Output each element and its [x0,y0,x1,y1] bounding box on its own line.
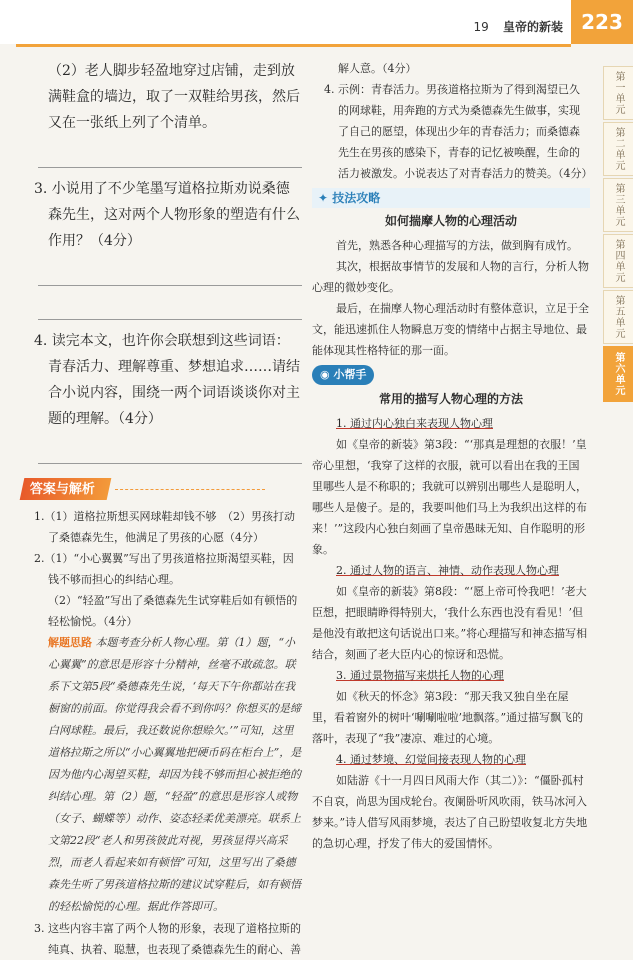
right-column [312,58,593,854]
answer-2-part-2: （2）“轻盈”写出了桑德森先生试穿鞋后如有顿悟的轻松愉悦。（4分） [48,594,298,628]
method-4-title: 4. 通过梦境、幻觉间接表现人物的心理 [336,753,526,766]
method-2-title: 2. 通过人物的语言、神情、动作表现人物心理 [336,564,559,577]
left-column [22,58,302,960]
answer-4: 4. 示例：青春活力。男孩道格拉斯为了得到渴望已久的网球鞋，用奔跑的方式为桑德森先生做事，实现了自己的愿望，体现出少年的青春活力；而桑德森先生在男孩的感染下，青春的记忆被唤醒，生命的活力被激发。小说表达了对青春活力的赞美。（4分） [324,83,593,180]
answer-section-heading [22,472,302,506]
method-2-text: 如《皇帝的新装》第8段：“‘愿上帝可怜我吧！’老大臣想，把眼睛睁得特别大，‘我什么东西也没有看见！’但是他没有敢把这句话说出口来。”将心理描写和神态描写相结合，刻画了老大臣内心的惊讶和恐慌。 [312,585,588,661]
answer-line[interactable] [38,294,302,320]
answer-3: 3. 这些内容丰富了两个人物的形象，表现了道格拉斯的纯真、执着、聪慧，也表现了桑德森先生的耐心、善 [34,922,301,956]
answer-line[interactable] [38,142,302,168]
tip-label: 解题思路 [48,636,92,649]
unit-tab-3[interactable]: 第三单元 [603,178,633,232]
chapter-number: 19 [473,20,489,34]
tip-text: 本题考查分析人物心理。第（1）题，“小心翼翼”的意思是形容十分精神，丝毫不敢疏忽。联系下文第5段“桑德森先生说，‘每天下午你都站在我橱窗的前面。你觉得我会看不到你吗？你想买的是缔白网球鞋。最后，我还数说你想赊欠。’”可知，这里道格拉斯之所以“小心翼翼地把硬币码在柜台上”，是因为他内心渴望买鞋，却因为钱不够而担心被拒绝的纠结心理。第（2）题，“轻盈”的意思是形容人或物（女子、蝴蝶等）动作、姿态轻柔优美漂亮。联系上文第22段“老人和男孩彼此对视，男孩显得兴高采烈，而老人看起来如有顿悟”可知，这里写出了桑德森先生听了男孩道格拉斯的建议试穿鞋后，如有顿悟的轻松愉悦的心理。据此作答即可。 [48,636,302,913]
header-divider [16,44,571,47]
unit-tab-6[interactable]: 第六单元 [603,346,633,402]
answer-3-continued: 解人意。（4分） [338,62,417,75]
answer-2-part-1: 2.（1）“小心翼翼”写出了男孩道格拉斯渴望买鞋，因钱不够而担心的纠结心理。 [34,552,294,586]
helper-badge: ◉ 小帮手 [312,365,374,385]
unit-tabs [603,66,633,404]
answer-line[interactable] [38,260,302,286]
skill-subtitle: 如何揣摩人物的心理活动 [384,214,517,228]
banner-rule [115,489,265,490]
solution-tip [22,632,302,918]
answer-1: 1.（1）道格拉斯想买网球鞋却钱不够 （2）男孩打动了桑德森先生，他满足了男孩的心愿（4分） [34,510,295,544]
unit-tab-2[interactable]: 第二单元 [603,122,633,176]
page-header [0,0,633,44]
skill-paragraph-2: 其次，根据故事情节的发展和人物的言行，分析人物心理的微妙变化。 [312,260,589,294]
question-3: 3. 小说用了不少笔墨写道格拉斯劝说桑德森先生，这对两个人物形象的塑造有什么作用？（4分） [34,181,300,249]
skill-section-title: ✦ 技法攻略 [312,188,590,208]
skill-paragraph-1: 首先，熟悉各种心理描写的方法，做到胸有成竹。 [336,239,578,252]
unit-tab-1[interactable]: 第一单元 [603,66,633,120]
chapter-title: 皇帝的新装 [502,20,563,34]
skill-paragraph-3: 最后，在揣摩人物心理活动时有整体意识，立足于全文，能迅速抓住人物瞬息万变的情绪中占据主导地位、最能体现其性格特征的那一面。 [312,302,589,357]
answer-line[interactable] [38,438,302,464]
method-1-title: 1. 通过内心独白来表现人物心理 [336,417,493,430]
method-3-text: 如《秋天的怀念》第3段：“那天我又独自坐在屋里，看着窗外的树叶‘唰唰啦啦’地飘落。”通过描写飘飞的落叶，表现了“我”凄凉、难过的心境。 [312,690,584,745]
chapter-heading [474,18,563,35]
unit-tab-4[interactable]: 第四单元 [603,234,633,288]
method-1-text: 如《皇帝的新装》第3段：“‘那真是理想的衣服！’皇帝心里想，‘我穿了这样的衣服，就可以看出在我的王国里哪些人是不称职的；我就可以辨别出哪些人是聪明人，哪些人是傻子。是的，我要叫他们马上为我织出这样的布来！’”这段内心独白刻画了皇帝愚昧无知、自作聪明的形象。 [312,438,587,556]
question-2-part-2: （2）老人脚步轻盈地穿过店铺，走到放满鞋盒的墙边，取了一双鞋给男孩，然后又在一张纸上列了个清单。 [48,63,300,131]
answer-banner: 答案与解析 [20,478,112,500]
method-4-text: 如陆游《十一月四日风雨大作（其二）》：“僵卧孤村不自哀，尚思为国戍轮台。夜阑卧听风吹雨，铁马冰河入梦来。”诗人借写风雨梦境，表达了自己盼望收复北方失地的急切心理，抒发了伟大的爱国情怀。 [312,774,588,850]
unit-tab-5[interactable]: 第五单元 [603,290,633,344]
question-4: 4. 读完本文，也许你会联想到这些词语：青春活力、理解尊重、梦想追求……请结合小说内容，围绕一两个词语谈谈你对主题的理解。（4分） [34,333,300,427]
page-number: 223 [571,0,633,44]
helper-subtitle: 常用的描写人物心理的方法 [378,392,523,406]
method-3-title: 3. 通过景物描写来烘托人物的心理 [336,669,504,682]
